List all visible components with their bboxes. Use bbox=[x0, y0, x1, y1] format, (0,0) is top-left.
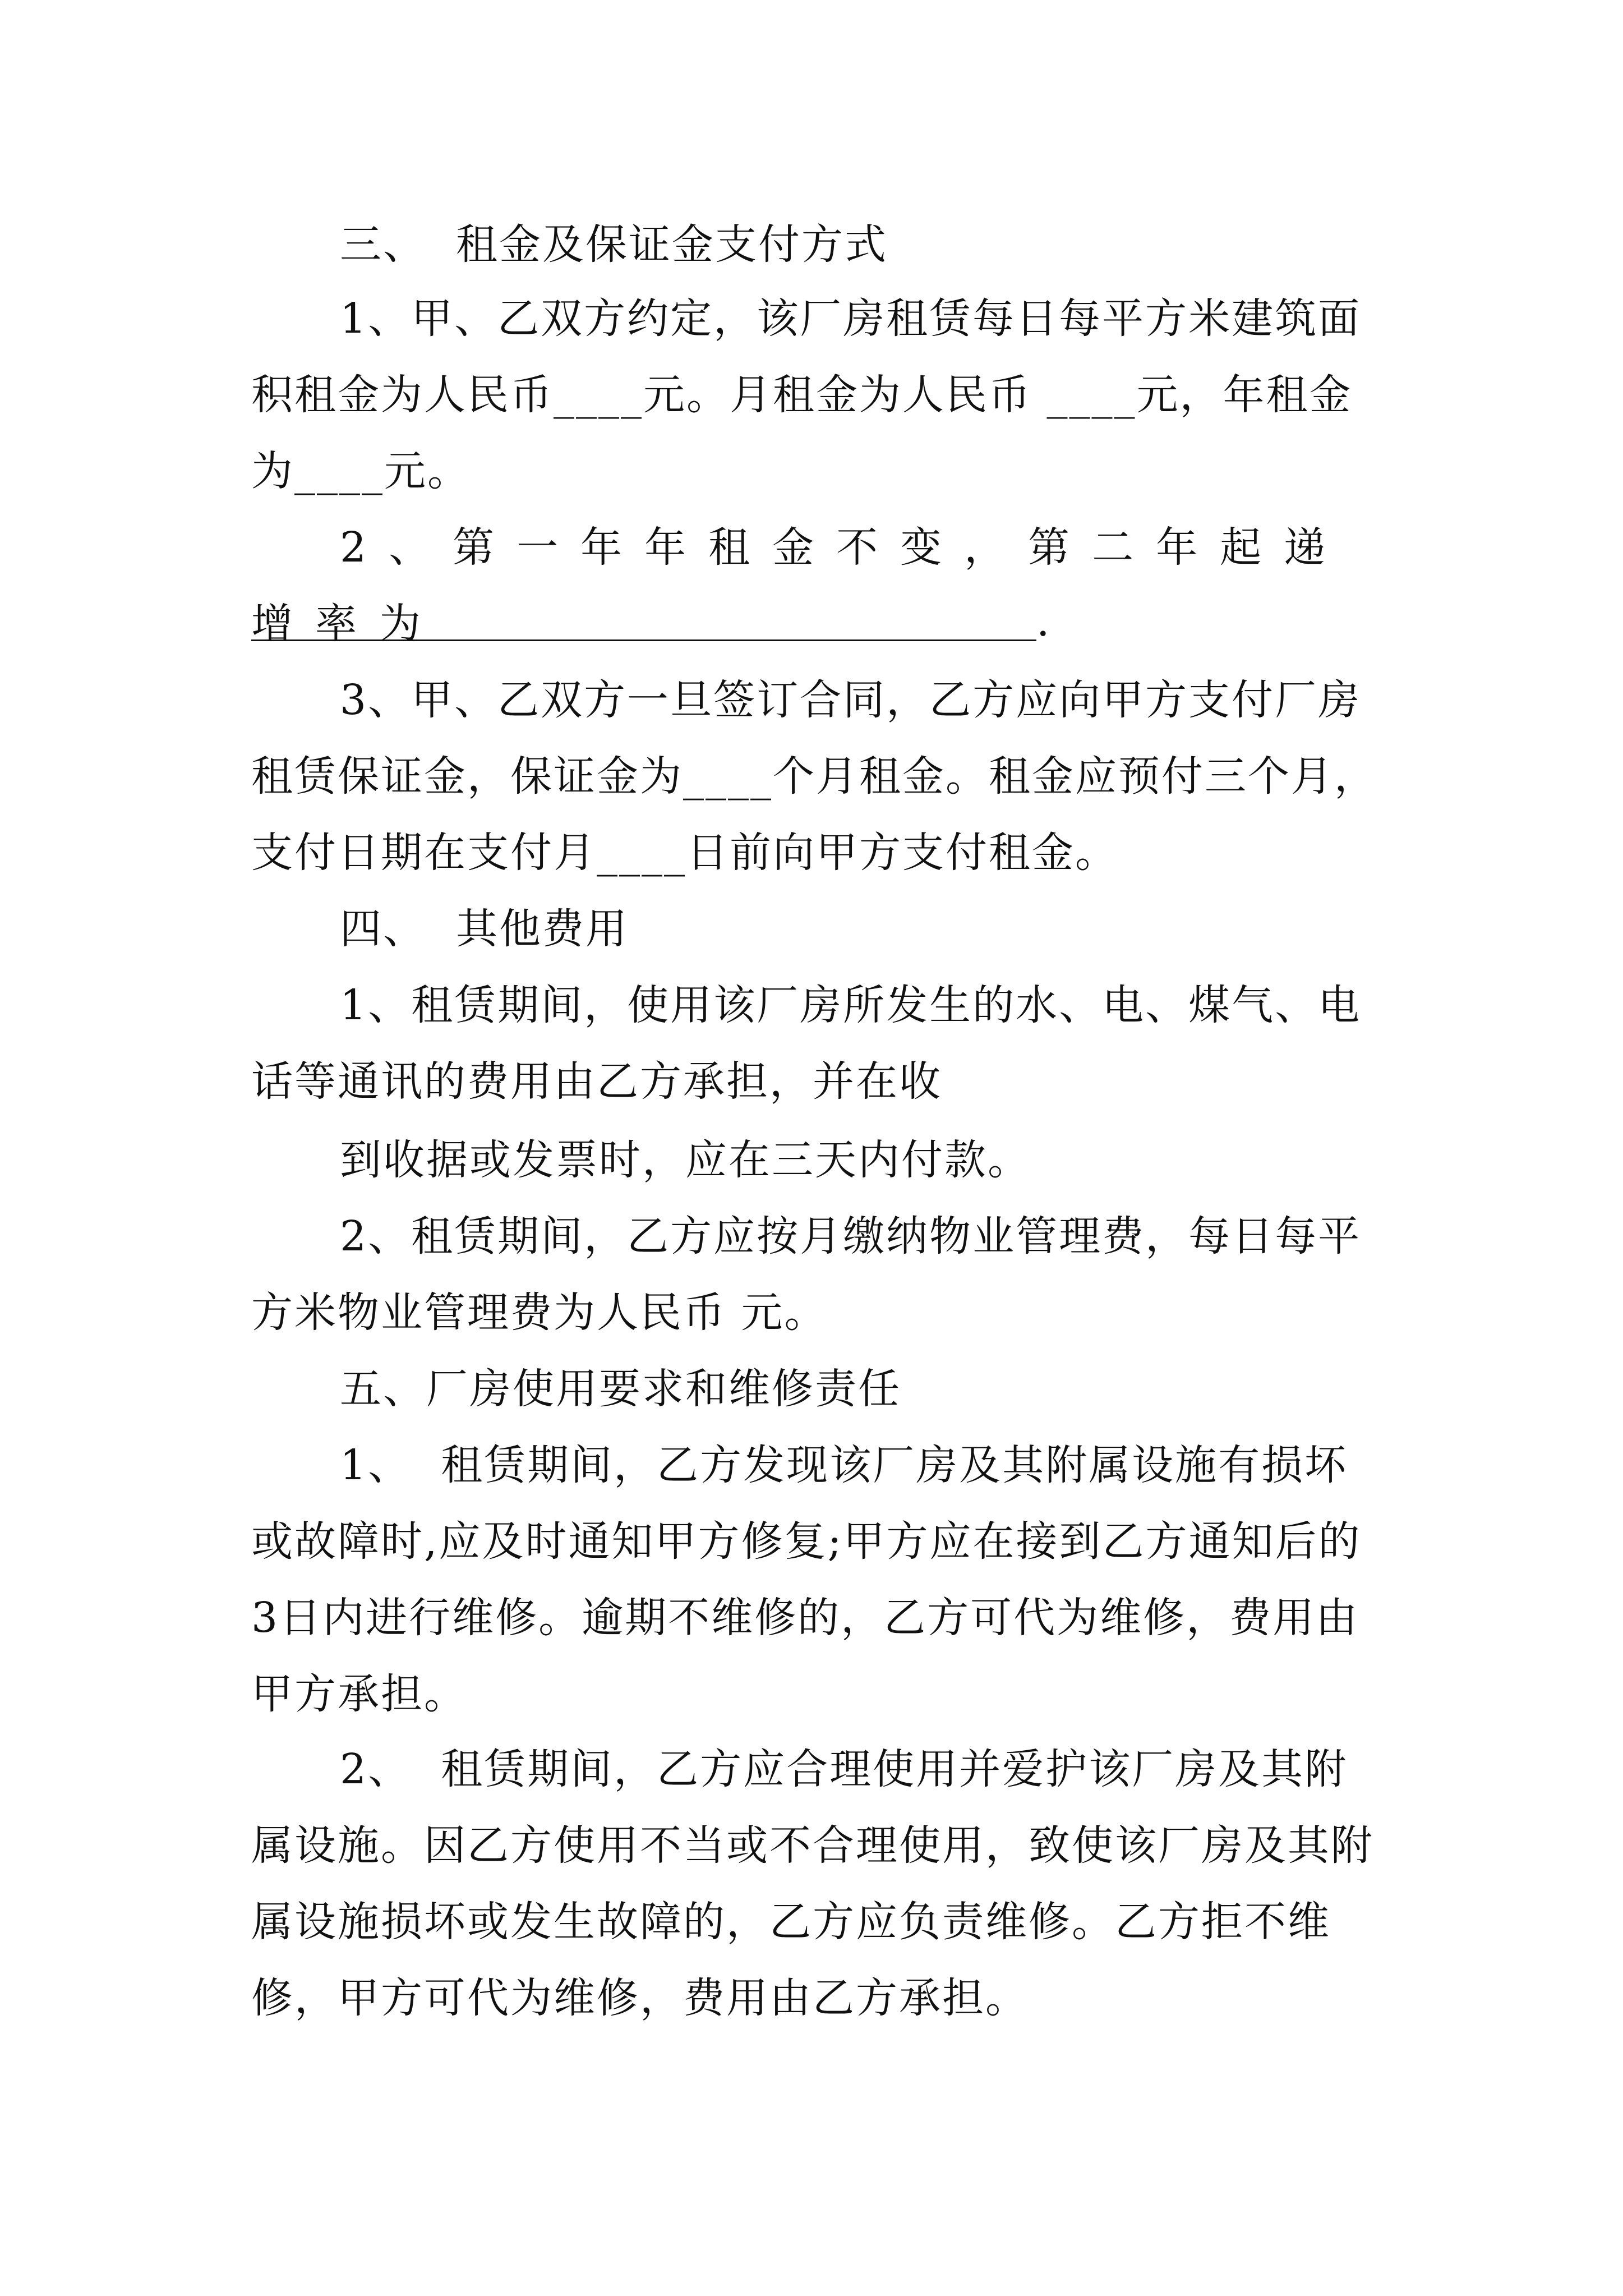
paragraph-3-1: 1、甲、乙双方约定，该厂房租赁每日每平方米建筑面积租金为人民币____元。月租金为人民币 ____元，年租金为____元。 bbox=[251, 295, 1362, 495]
paragraph-3-2-period: . bbox=[1036, 597, 1050, 646]
section-heading-4: 四、 其他费用 bbox=[340, 905, 629, 953]
blank-fill-line bbox=[251, 639, 1036, 641]
section-heading-3: 三、 租金及保证金支付方式 bbox=[340, 220, 888, 269]
paragraph-3-3: 3、甲、乙双方一旦签订合同，乙方应向甲方支付厂房租赁保证金，保证金为____个月租金。租金应预付三个月，支付日期在支付月____日前向甲方支付租金。 bbox=[251, 676, 1377, 877]
paragraph-5-2: 2、 租赁期间，乙方应合理使用并爱护该厂房及其附属设施。因乙方使用不当或不合理使用，致使该厂房及其附属设施损坏或发生故障的，乙方应负责维修。乙方拒不维修，甲方可代为维修，费用由乙方承担。 bbox=[251, 1745, 1374, 2022]
paragraph-5-1: 1、 租赁期间，乙方发现该厂房及其附属设施有损坏或故障时,应及时通知甲方修复;甲方应在接到乙方通知后的3日内进行维修。逾期不维修的，乙方可代为维修，费用由甲方承担。 bbox=[251, 1441, 1362, 1718]
paragraph-4-2: 2、租赁期间，乙方应按月缴纳物业管理费，每日每平方米物业管理费为人民币 元。 bbox=[251, 1212, 1362, 1337]
section-heading-5: 五、厂房使用要求和维修责任 bbox=[340, 1365, 901, 1413]
paragraph-4-1-part-b: 到收据或发票时，应在三天内付款。 bbox=[340, 1136, 1031, 1184]
paragraph-3-2: 2、第一年年租金不变，第二年起递增率为 bbox=[251, 523, 1348, 648]
paragraph-4-1-part-a: 1、租赁期间，使用该厂房所发生的水、电、煤气、电话等通讯的费用由乙方承担，并在收 bbox=[251, 981, 1362, 1106]
